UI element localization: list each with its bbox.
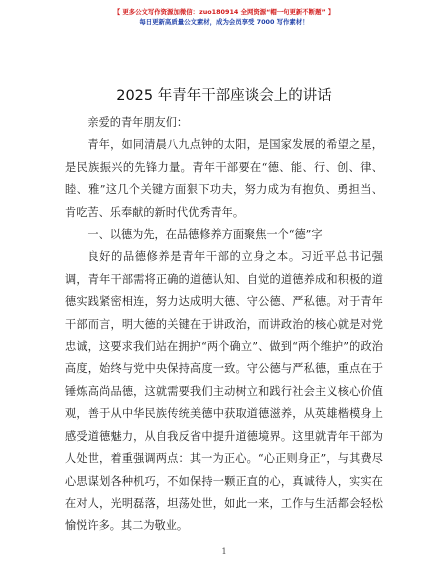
document-title: 2025 年青年干部座谈会上的讲话 xyxy=(116,88,332,104)
section-heading: 一、以德为先，在品德修养方面聚焦一个“德”字 xyxy=(87,228,323,242)
promo-banner-line-1: 【 更多公文写作资源加微信：zuo180914 全网资源“帽一句更新不断题” 】 xyxy=(113,8,335,16)
salutation: 亲爱的青年朋友们： xyxy=(87,116,189,129)
page-number: 1 xyxy=(221,547,227,556)
paragraph-intro: 青年，如同清晨八九点钟的太阳，是国家发展的希望之星，是民族振兴的先锋力量。青年干部要在“德、能、行、创、律、睦、雅”这几个关键方面狠下功夫，努力成为有抱负、勇担当、肯吃苦、乐奉献的新时代优秀青年。 xyxy=(65,138,383,219)
promo-banner-line-2: 每日更新高质量公文素材，成为会员享受 7000 写作素材！ xyxy=(139,18,309,26)
paragraph-body: 良好的品德修养是青年干部的立身之本。习近平总书记强调，青年干部需将正确的道德认知、自觉的道德养成和积极的道德实践紧密相连，努力达成明大德、守公德、严私德。对于青年干部而言，明大德的关键在于讲政治，而讲政治的核心就是对党忠诚，这要求我们站在拥护“两个确立”、做到“两个维护”的政治高度，始终与党中央保持高度一致。守公德与严私德，重点在于锤炼高尚品德，这就需要我们主动树立和践行社会主义核心价值观，善于从中华民族传统美德中获取道德滋养，从英雄楷模身上感受道德魅力，从自我反省中提升道德境界。这里就青年干部为人处世，着重强调两点：其一为正心。“心正则身正”，与其费尽心思谋划各种机巧，不如保持一颗正直的心，真诚待人，实实在在对人，光明磊落，坦荡处世，如此一来，工作与生活都会轻松愉悦许多。其二为敬业。 xyxy=(65,250,383,533)
document-body xyxy=(65,112,383,538)
